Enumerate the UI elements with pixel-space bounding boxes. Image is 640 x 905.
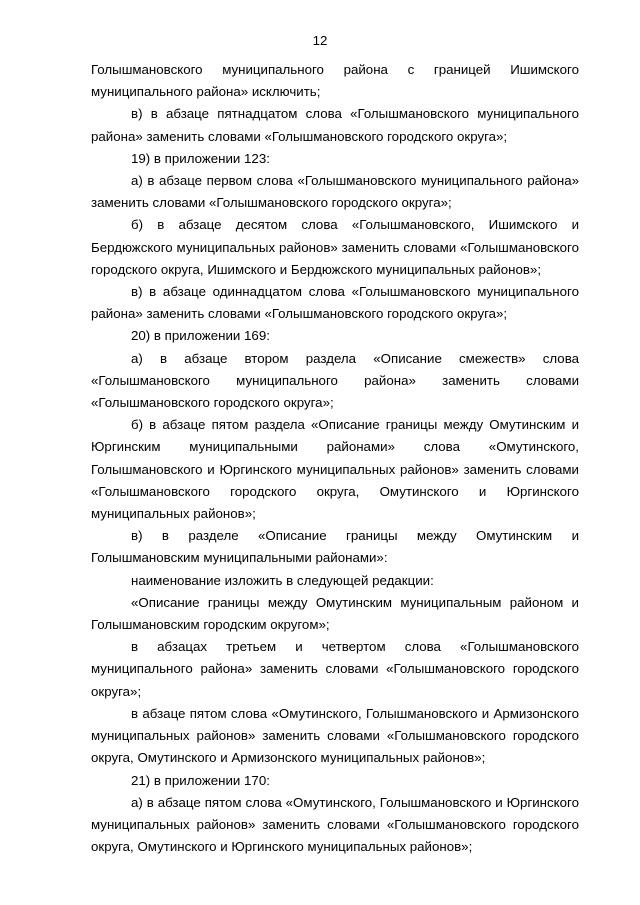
document-body — [91, 59, 579, 858]
paragraph-fifth: в абзаце пятом слова «Омутинского, Голышмановского и Армизонского муниципальных районов» заменить словами «Голышмановского городского округа, Омутинского и Армизонского муниципальных районов»; — [91, 705, 579, 766]
paragraph-section-21: 21) в приложении 170: — [131, 772, 270, 788]
paragraph-rename-heading: наименование изложить в следующей редакции: — [131, 572, 434, 588]
paragraph-section-19: 19) в приложении 123: — [131, 150, 270, 166]
paragraph-item-v-section: в) в разделе «Описание границы между Омутинским и Голышмановским муниципальными районами»: — [91, 528, 579, 566]
paragraph-item-v-eleventh: в) в абзаце одиннадцатом слова «Голышмановского муниципального района» заменить словами «Голышмановского городского округа»; — [91, 284, 579, 322]
paragraph-item-v-15: в) в абзаце пятнадцатом слова «Голышмановского муниципального района» заменить словами «Голышмановского городского округа»; — [91, 106, 579, 144]
page-number: 12 — [312, 33, 328, 48]
paragraph-new-title: «Описание границы между Омутинским муниципальным районом и Голышмановским городским округом»; — [91, 594, 579, 633]
paragraph-section-20: 20) в приложении 169: — [131, 328, 270, 344]
paragraph-continuation: Голышмановского муниципального района с границей Ишимского муниципального района» исключить; — [91, 62, 579, 100]
paragraph-third-fourth: в абзацах третьем и четвертом слова «Голышмановского муниципального района» заменить словами «Голышмановского городского округа»; — [91, 639, 579, 699]
paragraph-item-a-first: а) в абзаце первом слова «Голышмановского муниципального района» заменить словами «Голышмановского городского округа»; — [91, 173, 579, 211]
paragraph-item-b-fifth: б) в абзаце пятом раздела «Описание границы между Омутинским и Юргинским муниципальными районами» слова «Омутинского, Голышмановского и Юргинского муниципальных районов» заменить словами «Голышмановского городского округа, Омутинского и Юргинского муниципальных районов»; — [91, 417, 579, 522]
paragraph-item-a-second: а) в абзаце втором раздела «Описание смежеств» слова «Голышмановского муниципального района» заменить словами «Голышмановского городского округа»; — [91, 350, 579, 411]
paragraph-item-b-tenth: б) в абзаце десятом слова «Голышмановского, Ишимского и Бердюжского муниципальных районов» заменить словами «Голышмановского городского округа, Ишимского и Бердюжского муниципальных районов»; — [91, 217, 579, 277]
paragraph-item-a-fifth: а) в абзаце пятом слова «Омутинского, Голышмановского и Юргинского муниципальных районов» заменить словами «Голышмановского городского округа, Омутинского и Юргинского муниципальных районов»; — [91, 794, 579, 855]
